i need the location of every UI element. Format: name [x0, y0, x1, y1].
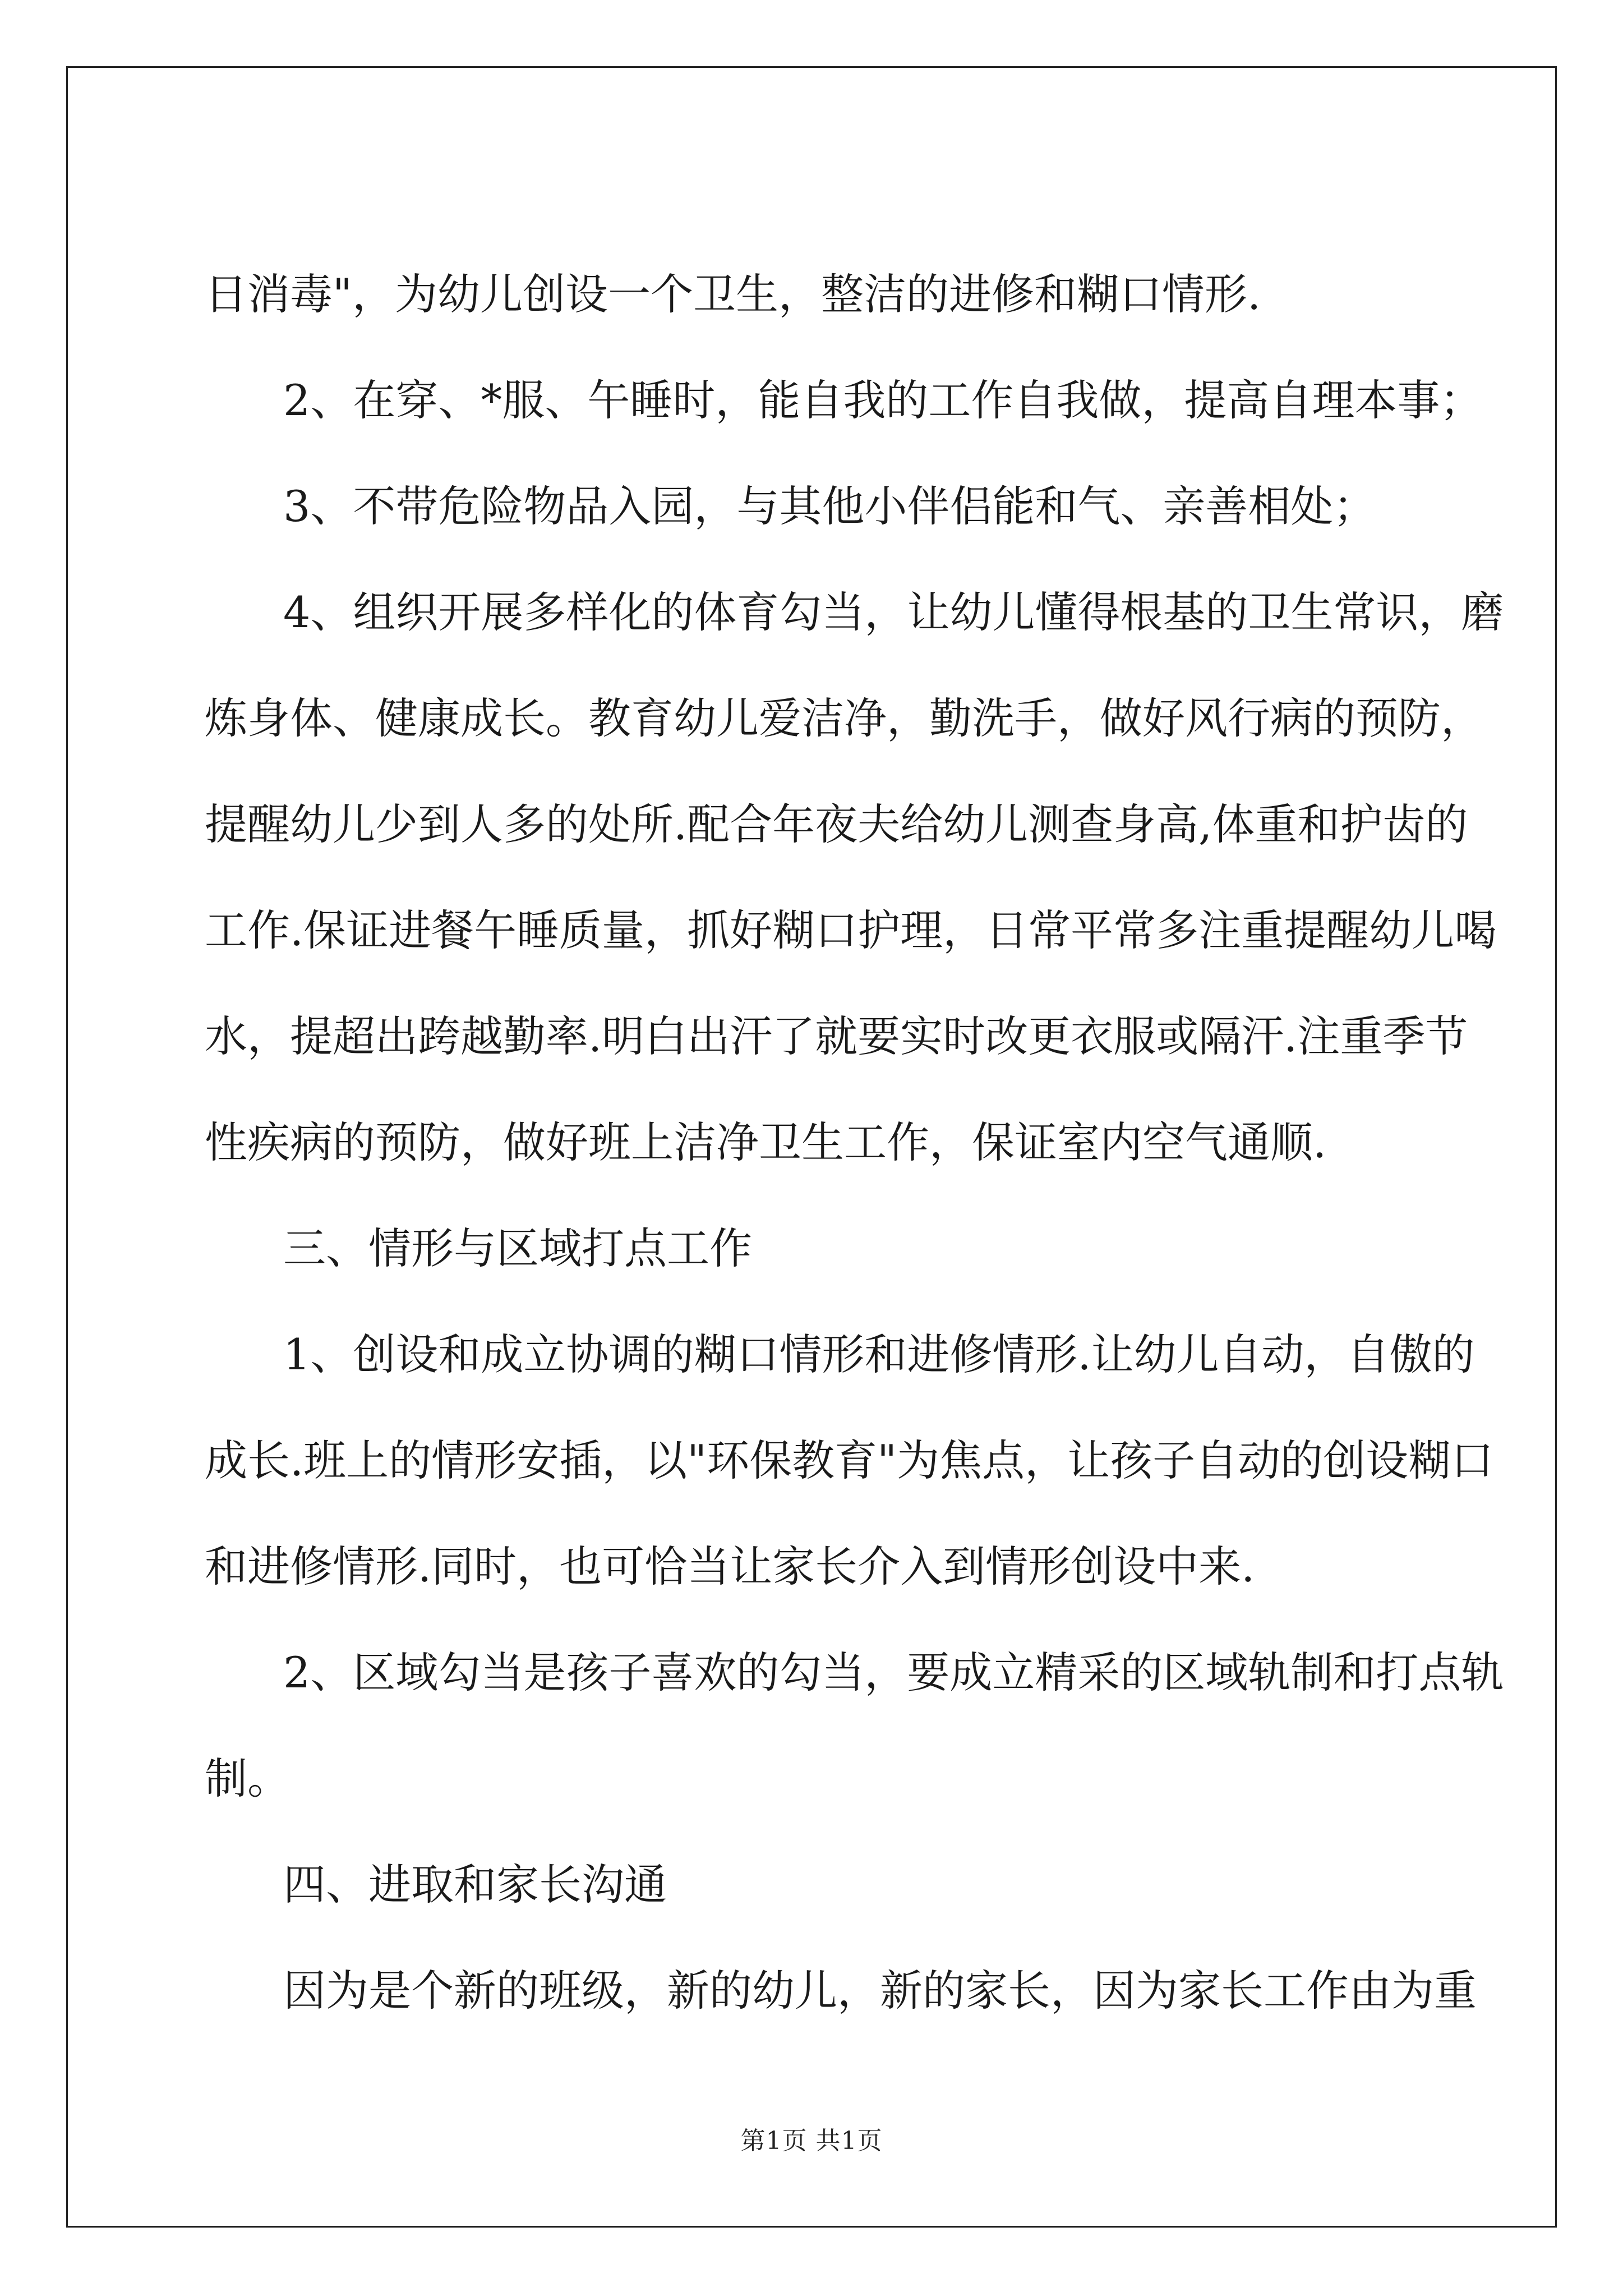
paragraph-line: 炼身体、健康成长。教育幼儿爱洁净，勤洗手，做好风行病的预防， — [205, 693, 1483, 743]
paragraph-line: 提醒幼儿少到人多的处所.配合年夜夫给幼儿测查身高,体重和护齿的 — [205, 799, 1468, 849]
paragraph-line: 2、区域勾当是孩子喜欢的勾当，要成立精采的区域轨制和打点轨 — [283, 1648, 1504, 1697]
paragraph-line: 水，提超出跨越勤率.明白出汗了就要实时改更衣服或隔汗.注重季节 — [205, 1011, 1468, 1061]
paragraph-line: 4、组织开展多样化的体育勾当，让幼儿懂得根基的卫生常识，磨 — [283, 587, 1504, 637]
paragraph-line: 四、进取和家长沟通 — [283, 1860, 667, 1910]
paragraph-line: 3、不带危险物品入园，与其他小伴侣能和气、亲善相处； — [283, 481, 1376, 531]
paragraph-line: 因为是个新的班级，新的幼儿，新的家长，因为家长工作由为重 — [283, 1966, 1477, 2016]
paragraph-line: 工作.保证进餐午睡质量，抓好糊口护理，日常平常多注重提醒幼儿喝 — [205, 905, 1497, 955]
paragraph-line: 2、在穿、*服、午睡时，能自我的工作自我做，提高自理本事； — [283, 375, 1483, 425]
paragraph-line: 性疾病的预防，做好班上洁净卫生工作，保证室内空气通顺. — [205, 1117, 1327, 1167]
paragraph-line: 制。 — [205, 1754, 290, 1803]
paragraph-line: 日消毒"，为幼儿创设一个卫生，整洁的进修和糊口情形. — [205, 269, 1261, 319]
page-footer: 第1页 共1页 — [740, 2127, 883, 2155]
paragraph-line: 1、创设和成立协调的糊口情形和进修情形.让幼儿自动，自傲的 — [283, 1329, 1475, 1379]
paragraph-line: 成长.班上的情形安插，以"环保教育"为焦点，让孩子自动的创设糊口 — [205, 1435, 1494, 1485]
document-body — [205, 180, 1504, 2044]
paragraph-line: 三、情形与区域打点工作 — [283, 1223, 752, 1273]
paragraph-line: 和进修情形.同时，也可恰当让家长介入到情形创设中来. — [205, 1542, 1255, 1591]
